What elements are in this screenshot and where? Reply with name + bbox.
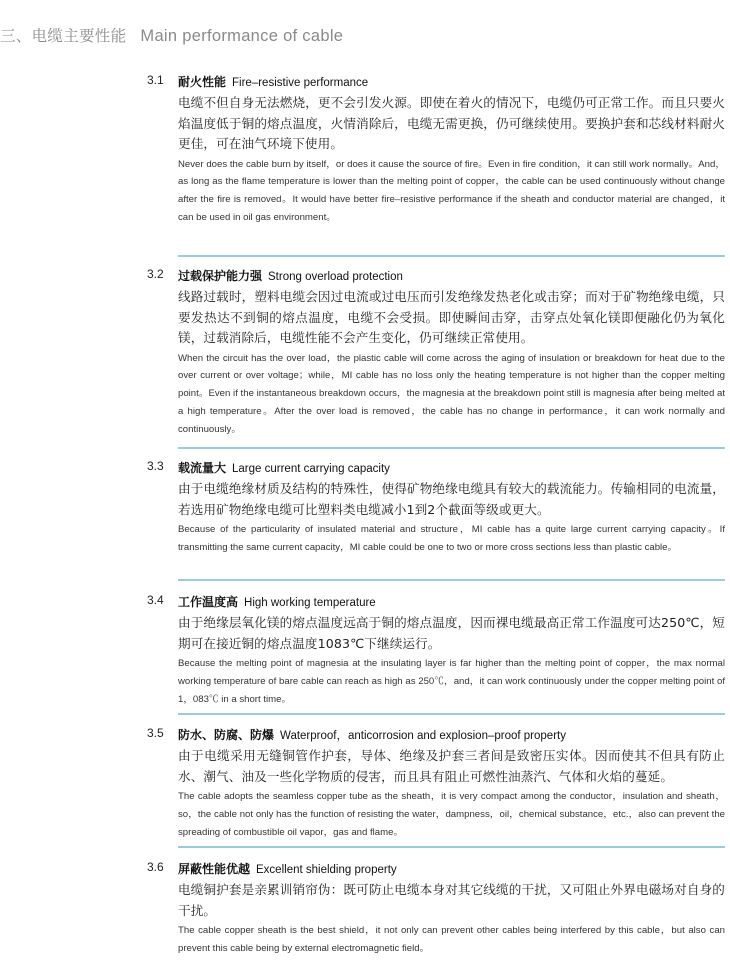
section-header (147, 860, 725, 880)
section-title-en: Excellent shielding property (256, 864, 397, 876)
section-title (178, 459, 390, 476)
section-header (147, 459, 725, 479)
section-body-en: The cable copper sheath is the best shield，it not only can prevent other cables being interfered by this cable，but also can prevent this cable being by external electromagnetic field。 (178, 925, 725, 954)
section-title-zh: 载流量大 (178, 461, 227, 475)
section-header (147, 726, 725, 746)
section-body-en: Because the melting point of magnesia at the insulating layer is far higher than the melting point of copper，the max normal working temperature of bare cable can reach as high as 250℃，and，it can work continuously under the copper melting point of 1，083℃ in a short time。 (178, 658, 725, 705)
section-shielding (147, 860, 725, 958)
section-title (178, 267, 403, 284)
section-number: 3.1 (147, 73, 164, 87)
section-number: 3.5 (147, 726, 164, 740)
section-body-zh: 由于电缆采用无缝铜管作护套，导体、绝缘及护套三者间是致密压实体。因而使其不但具有防止水、潮气、油及一些化学物质的侵害，而且具有阻止可燃性油蒸汽、气体和火焰的蔓延。 (178, 748, 725, 784)
section-title-en: Large current carrying capacity (232, 463, 390, 475)
section-working-temperature (147, 593, 725, 708)
section-title-zh: 防水、防腐、防爆 (178, 728, 275, 742)
section-body-en: Because of the particularity of insulated material and structure，MI cable has a quite large current carrying capacity。If transmitting the same current capacity，MI cable could be one to two or more cross sections less than plastic cable。 (178, 524, 725, 553)
page-title-en: Main performance of cable (140, 27, 344, 45)
section-body-zh: 电缆铜护套是亲累训销帘伪：既可防止电缆本身对其它线缆的干扰，又可阻止外界电磁场对自身的干扰。 (178, 882, 725, 918)
section-number: 3.6 (147, 860, 164, 874)
section-title (178, 860, 397, 877)
section-title-zh: 耐火性能 (178, 75, 227, 89)
section-divider (178, 255, 725, 257)
section-title (178, 593, 376, 610)
section-overload-protection (147, 267, 725, 438)
section-title-en: Waterproof，anticorrosion and explosion–proof property (280, 730, 566, 742)
section-header (147, 73, 725, 93)
section-body-en: Never does the cable burn by itself，or does it cause the source of fire。Even in fire condition，it can still work normally。And，as long as the flame temperature is lower than the melting point of copper，the cable can be used continuously without change after the fire is removed。It would have better fire–resistive performance if the sheath and conductor material are changed，it can be used in oil gas environment。 (178, 158, 725, 223)
section-body-en: The cable adopts the seamless copper tube as the sheath，it is very compact among the conductor，insulation and sheath，so，the cable not only has the function of resisting the water，dampness，oil，chemical substance，etc.，also can prevent the spreading of combustible oil vapor，gas and flame。 (178, 791, 725, 838)
section-body-zh: 线路过载时，塑料电缆会因过电流或过电压而引发绝缘发热老化或击穿；而对于矿物绝缘电缆，只要发热达不到铜的熔点温度，电缆不会受损。即使瞬间击穿，击穿点处氧化镁即便融化仍为氧化镁，过载消除后，电缆性能不会产生变化，仍可继续正常使用。 (178, 289, 725, 345)
page-title-zh: 三、电缆主要性能 (0, 27, 127, 45)
section-divider (178, 579, 725, 581)
page-title (0, 24, 343, 46)
section-title (178, 73, 368, 90)
section-number: 3.4 (147, 593, 164, 607)
section-waterproof (147, 726, 725, 841)
section-title-en: Fire–resistive performance (232, 77, 369, 89)
section-title-zh: 工作温度高 (178, 595, 239, 609)
section-header (147, 267, 725, 287)
section-title-en: Strong overload protection (268, 271, 403, 283)
section-body-zh: 由于电缆绝缘材质及结构的特殊性，使得矿物绝缘电缆具有较大的载流能力。传输相同的电流量，若选用矿物绝缘电缆可比塑料类电缆减小1到2个截面等级或更大。 (178, 481, 725, 517)
section-divider (178, 713, 725, 715)
section-title-zh: 屏蔽性能优越 (178, 862, 251, 876)
section-header (147, 593, 725, 613)
section-number: 3.2 (147, 267, 164, 281)
section-divider (178, 846, 725, 848)
section-body-zh: 电缆不但自身无法燃烧，更不会引发火源。即使在着火的情况下，电缆仍可正常工作。而且只要火焰温度低于铜的熔点温度，火情消除后，电缆无需更换，仍可继续使用。要换护套和芯线材料耐火更佳，可在油气环境下使用。 (178, 95, 725, 151)
section-fire-resistive (147, 73, 725, 227)
section-title-en: High working temperature (244, 597, 376, 609)
section-current-capacity (147, 459, 725, 557)
section-number: 3.3 (147, 459, 164, 473)
section-title (178, 726, 566, 743)
section-divider (178, 447, 725, 449)
section-body-zh: 由于绝缘层氧化镁的熔点温度远高于铜的熔点温度，因而裸电缆最高正常工作温度可达250℃，短期可在接近铜的熔点温度1083℃下继续运行。 (178, 615, 725, 651)
section-title-zh: 过载保护能力强 (178, 269, 263, 283)
section-body-en: When the circuit has the over load，the plastic cable will come across the aging of insulation or breakdown for heat due to the over current or over voltage；while，MI cable has no loss only the heating temperature is not higher than the copper melting point。Even if the instantaneous breakdown occurs，the magnesia at the breakdown point still is magnesia after being melted at a high temperature。After the over load is removed，the cable has no change in performance，it can work normally and continuously。 (178, 352, 725, 435)
